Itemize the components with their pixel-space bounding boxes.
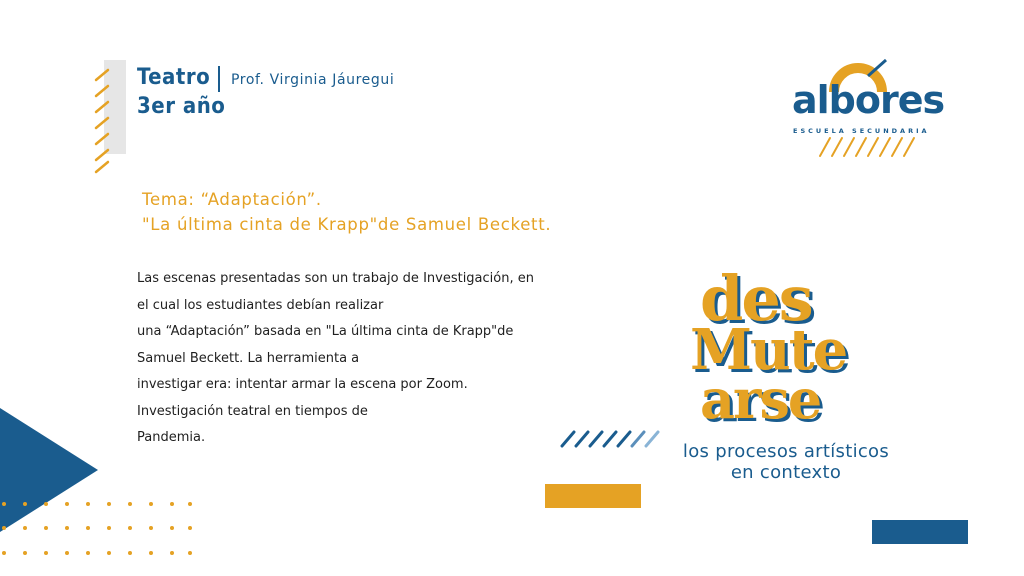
description-line: una “Adaptación” basada en "La última cinta de Krapp"de xyxy=(137,324,514,339)
gold-block xyxy=(545,484,641,508)
topic-line-2: "La última cinta de Krapp"de Samuel Beckett. xyxy=(142,215,552,234)
description-line: Pandemia. xyxy=(137,430,206,445)
slash-decoration xyxy=(560,428,664,448)
description-line: Investigación teatral en tiempos de xyxy=(137,403,368,419)
description-line: el cual los estudiantes debían realizar xyxy=(137,297,384,313)
caption-line-1: los procesos artísticos xyxy=(682,441,890,462)
project-caption xyxy=(682,441,890,483)
description-line: Las escenas presentadas son un trabajo de Investigación, en xyxy=(137,271,534,286)
caption-line-2: en contexto xyxy=(730,462,842,483)
topic-line-1: Tema: “Adaptación”. xyxy=(142,190,322,209)
description-line: Samuel Beckett. La herramienta a xyxy=(137,350,360,366)
header-stripes xyxy=(92,66,118,174)
course-title xyxy=(137,63,225,121)
project-title-des: des xyxy=(700,262,812,335)
description-line: investigar era: intentar armar la escena por Zoom. xyxy=(137,377,468,392)
project-title-arse: arse xyxy=(700,367,821,431)
year-label: 3er año xyxy=(137,94,226,119)
logo-stripes xyxy=(818,136,922,158)
dot-grid xyxy=(0,498,200,562)
blue-block xyxy=(872,520,968,544)
topic xyxy=(142,187,551,237)
header-divider xyxy=(218,66,220,92)
teacher-name: Prof. Virginia Jáuregui xyxy=(231,72,395,88)
logo-subtitle: ESCUELA SECUNDARIA xyxy=(793,127,930,135)
subject-label: Teatro xyxy=(137,65,211,90)
project-title-mute: Mute xyxy=(690,317,847,383)
logo-name: albores xyxy=(792,78,945,122)
description-paragraph xyxy=(137,266,557,452)
